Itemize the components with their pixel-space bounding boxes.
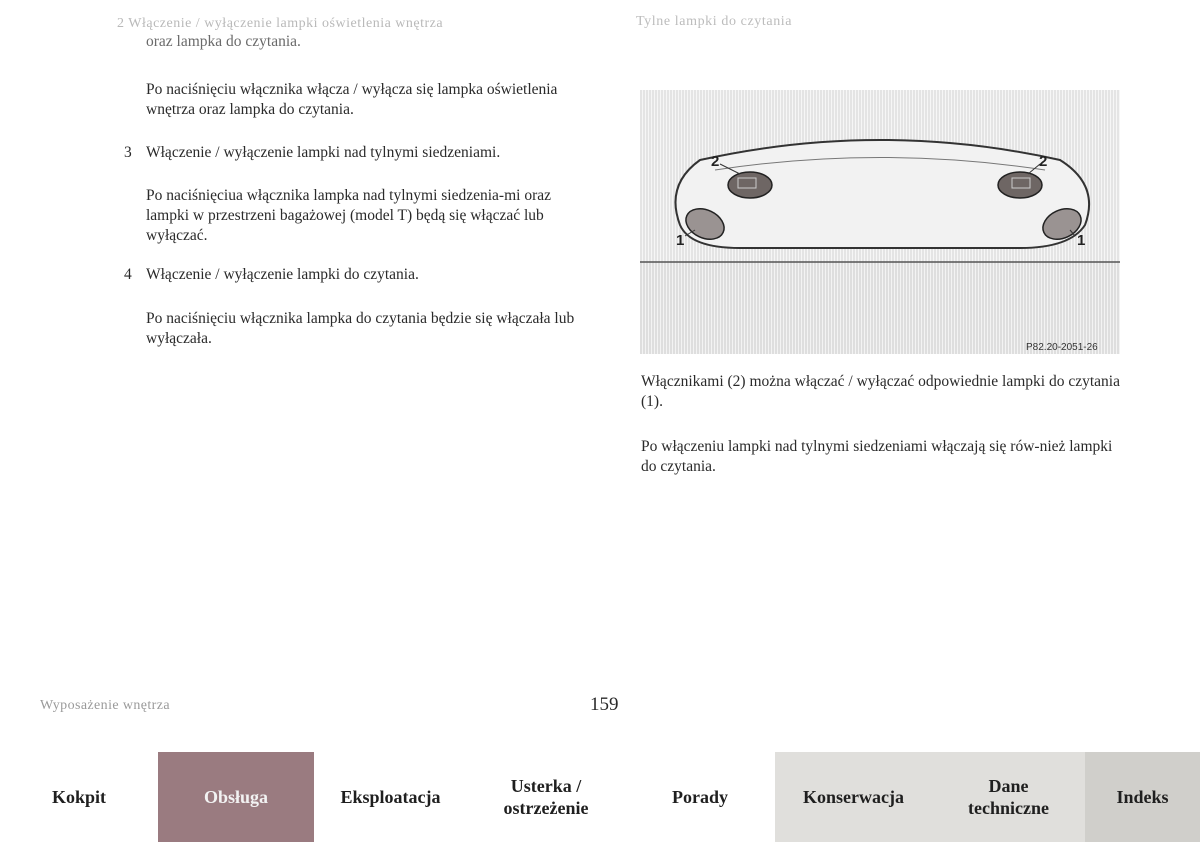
page-number: 159	[590, 694, 619, 715]
caption-2: Po włączeniu lampki nad tylnymi siedzeniami włączają się rów-nież lampki do czytania.	[641, 438, 1113, 475]
reading-lamps-figure	[640, 90, 1120, 354]
label-lamp-left: 1	[676, 232, 685, 249]
item3-heading: Włączenie / wyłączenie lampki nad tylnymi siedzeniami.	[146, 144, 501, 161]
tab-eksploatacja[interactable]: Eksploatacja	[314, 752, 467, 842]
section-header: Tylne lampki do czytania	[636, 14, 793, 29]
label-switch-right: 2	[1039, 153, 1048, 170]
lower-area	[640, 262, 1120, 354]
tab-usterka-ostrzezenie[interactable]: Usterka / ostrzeżenie	[467, 752, 625, 842]
tab-indeks[interactable]: Indeks	[1085, 752, 1200, 842]
item4-text: Po naciśnięciu włącznika lampka do czytania będzie się włączała lub wyłączała.	[146, 310, 575, 347]
label-switch-left: 2	[711, 153, 720, 170]
footer-section-name: Wyposażenie wnętrza	[40, 698, 170, 713]
item3-text: Po naciśnięciua włącznika lampka nad tylnymi siedzenia-mi oraz lampki w przestrzeni bagażowej (model T) będą się włączać lub wyłączać.	[146, 187, 552, 244]
chapter-navbar	[0, 752, 1200, 842]
item2-heading-faded: 2 Włączenie / wyłączenie lampki oświetlenia wnętrza	[117, 16, 444, 31]
tab-dane-techniczne[interactable]: Dane techniczne	[932, 752, 1085, 842]
item4-heading: Włączenie / wyłączenie lampki do czytania.	[146, 266, 419, 283]
tab-porady[interactable]: Porady	[625, 752, 775, 842]
item3-number: 3	[124, 144, 132, 161]
tab-konserwacja[interactable]: Konserwacja	[775, 752, 932, 842]
item4-number: 4	[124, 266, 132, 283]
figure-code: P82.20-2051-26	[1026, 342, 1098, 353]
item2-text: Po naciśnięciu włącznika włącza / wyłącza się lampka oświetlenia wnętrza oraz lampka do czytania.	[146, 81, 558, 118]
tab-kokpit[interactable]: Kokpit	[0, 752, 158, 842]
caption-1: Włącznikami (2) można włączać / wyłączać odpowiednie lampki do czytania (1).	[641, 373, 1120, 410]
item2-heading-line2: oraz lampka do czytania.	[146, 33, 301, 50]
tab-obsluga[interactable]: Obsługa	[158, 752, 314, 842]
switch-right	[998, 172, 1042, 198]
switch-left	[728, 172, 772, 198]
label-lamp-right: 1	[1077, 232, 1086, 249]
